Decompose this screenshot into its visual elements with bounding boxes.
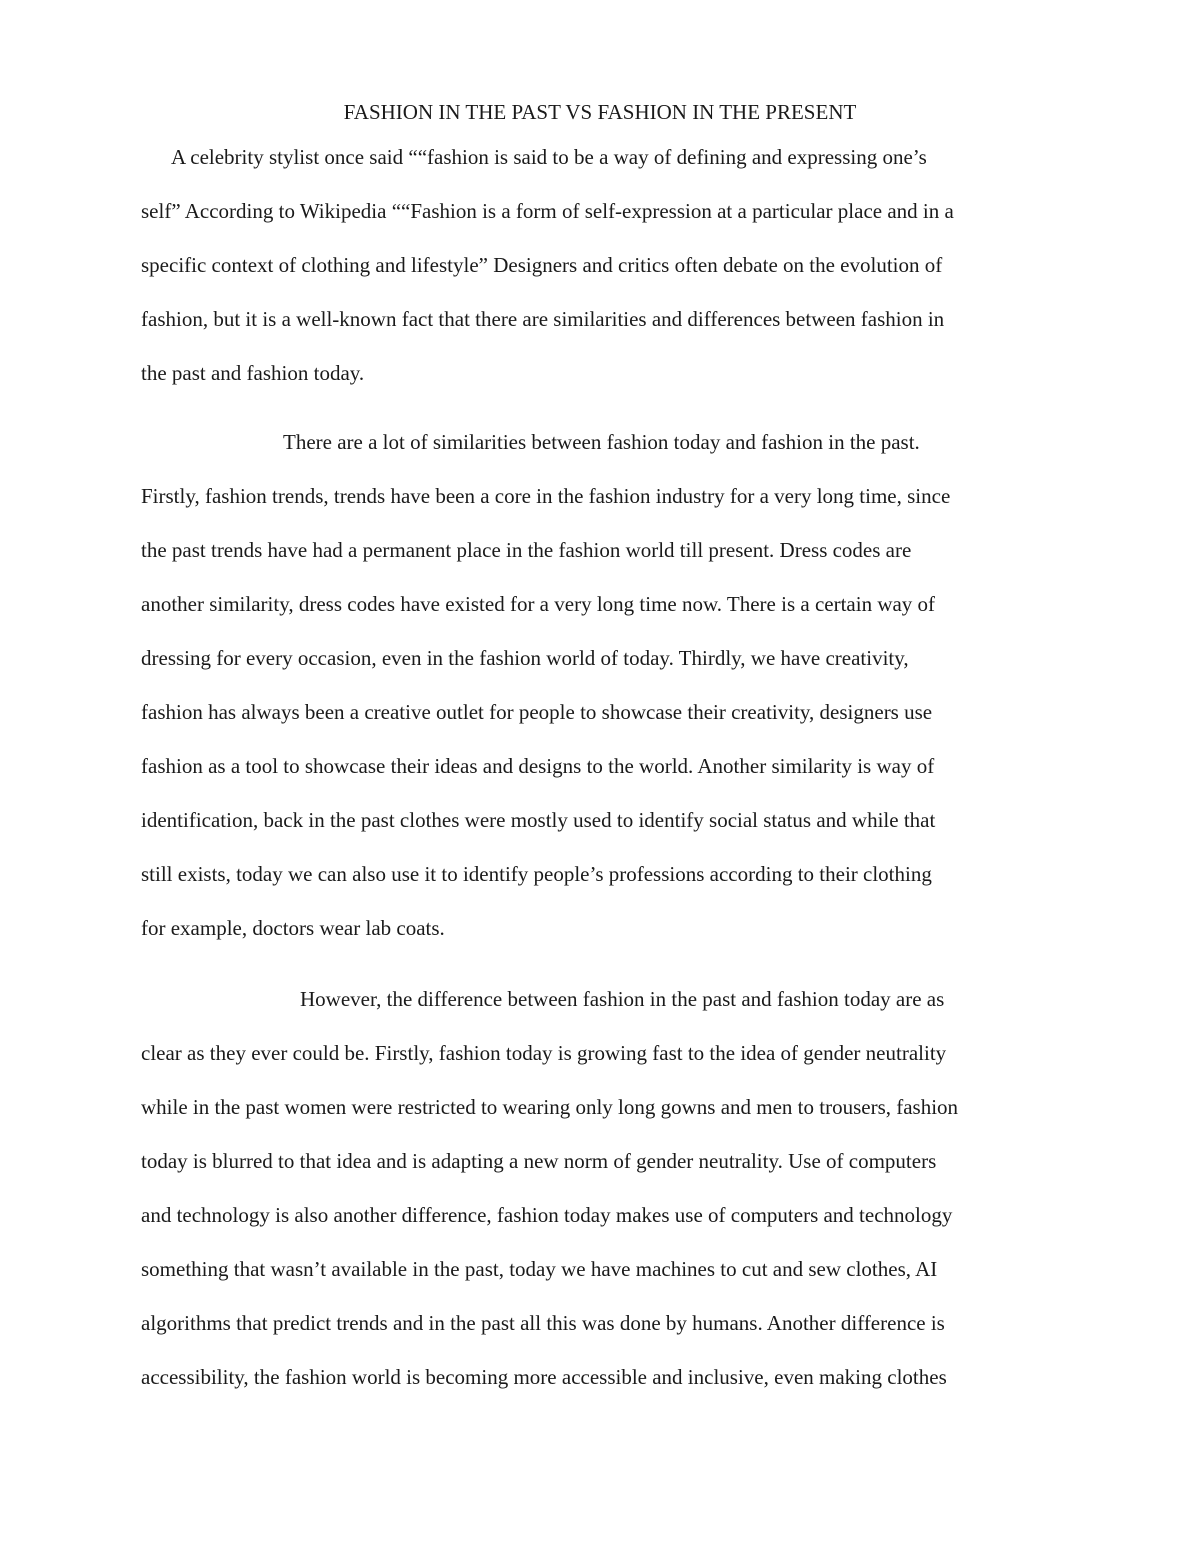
paragraph-line: still exists, today we can also use it to identify people’s professions according to their clothing — [141, 862, 932, 886]
paragraph-line: algorithms that predict trends and in the past all this was done by humans. Another difference is — [141, 1311, 945, 1335]
paragraph-line: fashion, but it is a well-known fact that there are similarities and differences between fashion in — [141, 307, 945, 331]
paragraph-line: specific context of clothing and lifestyle” Designers and critics often debate on the evolution of — [141, 253, 943, 277]
paragraph-line: Firstly, fashion trends, trends have been a core in the fashion industry for a very long time, since — [141, 484, 951, 508]
paragraph-line: the past and fashion today. — [141, 361, 365, 385]
paragraph-line: the past trends have had a permanent place in the fashion world till present. Dress codes are — [141, 538, 912, 562]
paragraph-line: today is blurred to that idea and is adapting a new norm of gender neutrality. Use of computers — [141, 1149, 937, 1173]
paragraph-line: dressing for every occasion, even in the fashion world of today. Thirdly, we have creativity, — [141, 646, 909, 670]
paragraph-line: identification, back in the past clothes were mostly used to identify social status and while that — [141, 808, 936, 832]
paragraph-line: fashion has always been a creative outlet for people to showcase their creativity, designers use — [141, 700, 933, 724]
document-title: FASHION IN THE PAST VS FASHION IN THE PRESENT — [343, 100, 857, 124]
paragraph-line: A celebrity stylist once said ““fashion is said to be a way of defining and expressing one’s — [171, 145, 927, 169]
paragraph-line: clear as they ever could be. Firstly, fashion today is growing fast to the idea of gender neutrality — [141, 1041, 947, 1065]
paragraph-line: accessibility, the fashion world is becoming more accessible and inclusive, even making clothes — [141, 1365, 947, 1389]
paragraph-line: something that wasn’t available in the past, today we have machines to cut and sew clothes, AI — [141, 1257, 938, 1281]
paragraph-line: and technology is also another difference, fashion today makes use of computers and technology — [141, 1203, 953, 1227]
paragraph-line: while in the past women were restricted to wearing only long gowns and men to trousers, fashion — [141, 1095, 959, 1119]
paragraph-line: self” According to Wikipedia ““Fashion is a form of self-expression at a particular place and in a — [141, 199, 954, 223]
paragraph-line: for example, doctors wear lab coats. — [141, 916, 445, 940]
paragraph-line: However, the difference between fashion in the past and fashion today are as — [300, 987, 945, 1011]
paragraph-line: another similarity, dress codes have existed for a very long time now. There is a certain way of — [141, 592, 936, 616]
paragraph-line: fashion as a tool to showcase their ideas and designs to the world. Another similarity is way of — [141, 754, 935, 778]
paragraph-line: There are a lot of similarities between fashion today and fashion in the past. — [283, 430, 920, 454]
